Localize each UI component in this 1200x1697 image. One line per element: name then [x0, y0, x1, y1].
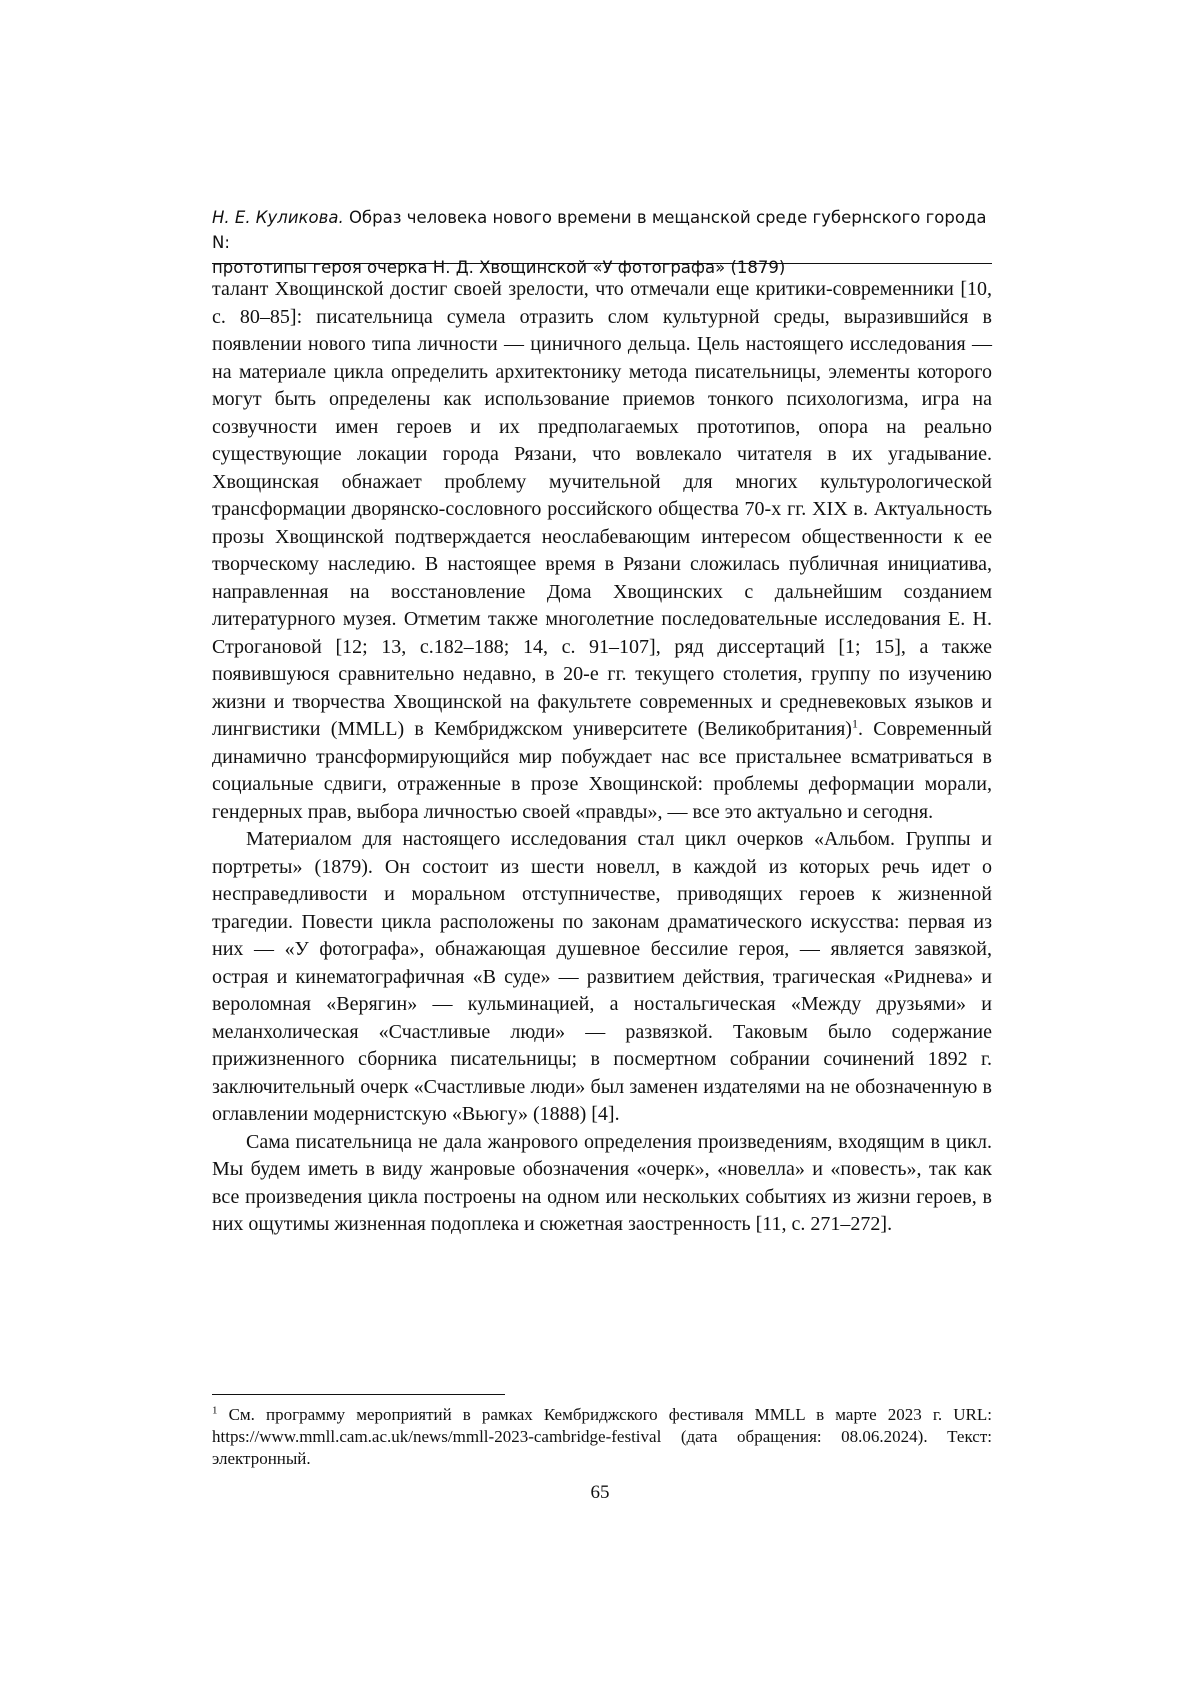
header-author: Н. Е. Куликова.	[212, 208, 344, 227]
page-number: 65	[0, 1482, 1200, 1504]
running-head	[212, 205, 992, 280]
paragraph-1-text: талант Хвощинской достиг своей зрелости, что отмечали еще критики-современники [10, с. 80–85]: писательница сумела отразить слом культурной среды, выразившийся в появлении нового типа личности — циничного дельца. Цель настоящего исследования — на материале цикла определить архитектонику метода писательницы, элементы которого могут быть определены как использование приемов тонкого психологизма, игра на созвучности имен героев и их предполагаемых прототипов, опора на реально существующие локации города Рязани, что вовлекало читателя в их угадывание. Хвощинская обнажает проблему мучительной для многих культурологической трансформации дворянско-сословного российского общества 70-х гг. XIX в. Актуальность прозы Хвощинской подтверждается неослабевающим интересом общественности к ее творческому наследию. В настоящее время в Рязани сложилась публичная инициатива, направленная на восстановление Дома Хвощинских с дальнейшим созданием литературного музея. Отметим также многолетние последовательные исследования Е. Н. Строгановой [12; 13, с.182–188; 14, с. 91–107], ряд диссертаций [1; 15], а также появившуюся сравнительно недавно, в 20-е гг. текущего столетия, группу по изучению жизни и творчества Хвощинской на факультете современных и средневековых языков и лингвистики (MMLL) в Кембриджском университете (Великобритания)	[212, 278, 992, 740]
footnote-text: См. программу мероприятий в рамках Кембриджского фестиваля MMLL в марте 2023 г. URL: https://www.mmll.cam.ac.uk/news/mmll-2023-cambridge-festival (дата обращения: 08.06.2024). Текст: электронный.	[212, 1405, 992, 1468]
footnote-mark: 1	[212, 1404, 218, 1416]
paragraph-1	[212, 276, 992, 826]
running-head-line-1	[212, 205, 992, 255]
footnote-reference[interactable]: 1	[852, 716, 858, 730]
header-divider	[212, 263, 992, 264]
paragraph-2: Материалом для настоящего исследования стал цикл очерков «Альбом. Группы и портреты» (1879). Он состоит из шести новелл, в каждой из которых речь идет о несправедливости и моральном отступничестве, приводящих героев к жизненной трагедии. Повести цикла расположены по законам драматического искусства: первая из них — «У фотографа», обнажающая душевное бессилие героя, — является завязкой, острая и кинематографичная «В суде» — развитием действия, трагическая «Риднева» и вероломная «Верягин» — кульминацией, а ностальгическая «Между друзьями» и меланхолическая «Счастливые люди» — развязкой. Таковым было содержание прижизненного сборника писательницы; в посмертном собрании сочинений 1892 г. заключительный очерк «Счастливые люди» был заменен издателями на не обозначенную в оглавлении модернистскую «Вьюгу» (1888) [4].	[212, 826, 992, 1129]
paragraph-1-text-continued: . Современный динамично трансформирующийся мир побуждает нас все пристальнее всматриваться в социальные сдвиги, отраженные в прозе Хвощинской: проблемы деформации морали, гендерных прав, выбора личностью своей «правды», — все это актуально и сегодня.	[212, 718, 992, 823]
paragraph-3: Сама писательница не дала жанрового определения произведениям, входящим в цикл. Мы будем иметь в виду жанровые обозначения «очерк», «новелла» и «повесть», так как все произведения цикла построены на одном или нескольких событиях из жизни героев, в них ощутимы жизненная подоплека и сюжетная заостренность [11, с. 271–272].	[212, 1129, 992, 1239]
article-body	[212, 276, 992, 1239]
header-title-part-1: Образ человека нового времени в мещанской среде губернского города N:	[212, 208, 987, 252]
page	[0, 0, 1200, 1697]
footnote	[212, 1404, 992, 1470]
header-title-part-2: прототипы героя очерка Н. Д. Хвощинской «У фотографа» (1879)	[212, 255, 992, 280]
footnote-divider	[212, 1394, 505, 1395]
